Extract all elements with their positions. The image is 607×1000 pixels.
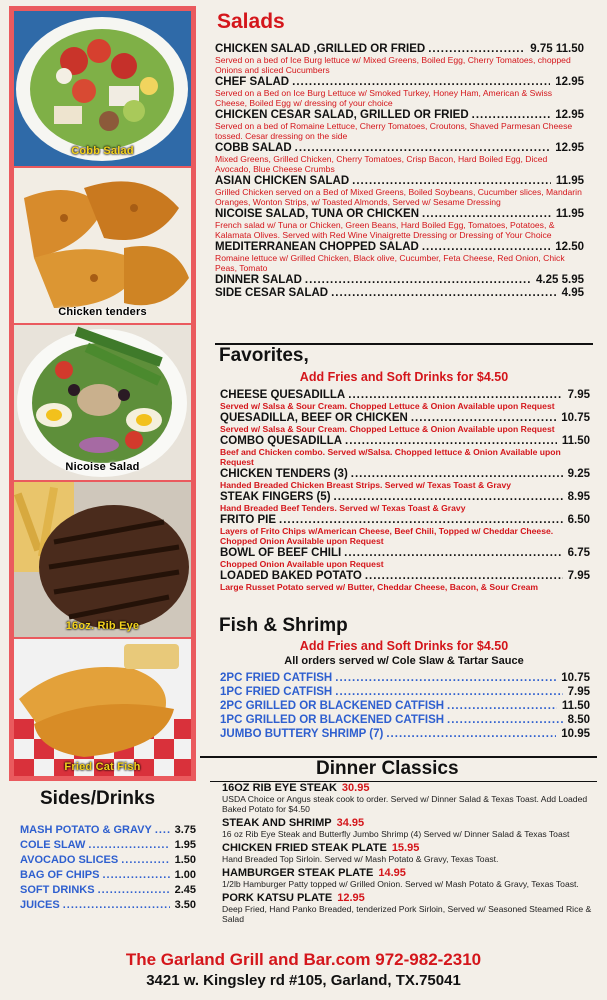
menu-item-name: BOWL OF BEEF CHILI: [220, 547, 342, 559]
menu-item: [20, 869, 196, 881]
menu-item-name: CHICKEN SALAD ,GRILLED OR FRIED: [215, 43, 426, 55]
menu-item-price: 4.25 5.95: [536, 274, 584, 286]
dot-leader: [422, 241, 550, 253]
dinner-item: [222, 817, 592, 839]
dinner-item-description: 16 oz Rib Eye Steak and Butterfly Jumbo Shrimp (4) Served w/ Dinner Salad & Texas Toast: [222, 829, 570, 839]
dot-leader: [352, 175, 551, 187]
menu-item-name: COMBO QUESADILLA: [220, 435, 343, 447]
menu-item-price: 7.95: [567, 686, 590, 698]
dinner-item-name: CHICKEN FRIED STEAK PLATE: [222, 842, 387, 854]
menu-item-name: SIDE CESAR SALAD: [215, 287, 329, 299]
dot-leader: [292, 76, 550, 88]
photo-caption: 16oz. Rib Eye: [65, 620, 140, 632]
menu-item-price: 11.50: [561, 435, 590, 447]
menu-item-name: JUMBO BUTTERY SHRIMP (7): [220, 728, 384, 740]
menu-item-line: [20, 839, 196, 851]
menu-item-name: NICOISE SALAD, TUNA OR CHICKEN: [215, 208, 420, 220]
dot-leader: [102, 869, 169, 881]
menu-item-description: Grilled Chicken served on a Bed of Mixed Greens, Boiled Soybeans, Cucumber slices, Mandarin Oranges, Wonton Strips, w/ Toasted Almonds, Served w/ Sesame Dressing: [215, 187, 582, 207]
menu-item-name: QUESADILLA, BEEF OR CHICKEN: [220, 412, 408, 424]
menu-item: [220, 714, 590, 726]
dinner-item-name: HAMBURGER STEAK PLATE: [222, 867, 374, 879]
menu-item-price: 1.00: [174, 869, 196, 881]
menu-item-price: 10.95: [561, 728, 590, 740]
menu-item-description: Served w/ Salsa & Sour Cream. Chopped Lettuce & Onion Available upon Request: [220, 401, 555, 411]
menu-item: [220, 468, 590, 490]
menu-item-line: [215, 109, 584, 121]
dot-leader: [411, 412, 556, 424]
menu-item: [220, 700, 590, 712]
menu-item: [220, 570, 590, 592]
dinner-item-name: STEAK AND SHRIMP: [222, 817, 332, 829]
dinner-item-price: 34.95: [336, 817, 365, 829]
chicken-tenders-photo: [14, 168, 191, 323]
menu-item-price: 1.95: [174, 839, 196, 851]
dot-leader: [422, 208, 551, 220]
menu-item-description: Romaine lettuce w/ Grilled Chicken, Black olive, Cucumber, Feta Cheese, Red Onion, Chick Peas, Tomato: [215, 253, 565, 273]
menu-item-line: [220, 514, 590, 526]
dinner-item-price: 30.95: [341, 782, 370, 794]
menu-item: [220, 514, 590, 546]
photo-caption: Fried Cat Fish: [64, 761, 141, 773]
menu-item-line: [215, 274, 584, 286]
menu-item-line: [220, 468, 590, 480]
menu-item-name: 2PC GRILLED OR BLACKENED CATFISH: [220, 700, 445, 712]
menu-item-line: [215, 142, 584, 154]
menu-item: [20, 824, 196, 836]
menu-item-name: CHEF SALAD: [215, 76, 290, 88]
menu-item-price: 6.75: [567, 547, 590, 559]
dot-leader: [305, 274, 531, 286]
menu-item-name: FRITO PIE: [220, 514, 277, 526]
menu-item: [220, 491, 590, 513]
menu-item-description: Large Russet Potato served w/ Butter, Cheddar Cheese, Bacon, & Sour Cream: [220, 582, 539, 592]
favorites-list: [220, 389, 590, 593]
dinner-item-description: Deep Fried, Hand Panko Breaded, tenderized Pork Sirloin, Served w/ Seasoned Steamed Rice & Salad: [222, 904, 592, 924]
dot-leader: [386, 728, 556, 740]
menu-item-price: 3.75: [174, 824, 196, 836]
menu-item: [220, 435, 590, 467]
menu-item-line: [20, 854, 196, 866]
photo-caption: Nicoise Salad: [65, 461, 140, 473]
menu-item-price: 7.95: [567, 570, 590, 582]
dot-leader: [428, 43, 525, 55]
menu-item-price: 3.50: [174, 899, 196, 911]
menu-item: [215, 274, 584, 286]
dinner-item: [222, 892, 592, 924]
menu-item: [215, 76, 584, 108]
menu-item-price: 7.95: [567, 389, 590, 401]
menu-item: [20, 854, 196, 866]
dinner-item-description: USDA Choice or Angus steak cook to order. Served w/ Dinner Salad & Texas Toast. Add Loaded Baked Potato for $4.50: [222, 794, 588, 814]
menu-item-price: 4.95: [561, 287, 584, 299]
dinner-item: [222, 867, 592, 889]
menu-item: [220, 412, 590, 434]
menu-item-name: MASH POTATO & GRAVY: [20, 824, 152, 836]
menu-item-price: 12.95: [555, 142, 584, 154]
dot-leader: [365, 570, 563, 582]
menu-item-line: [220, 570, 590, 582]
menu-item: [220, 728, 590, 740]
dot-leader: [447, 714, 563, 726]
dinner-item-description: Hand Breaded Top Sirloin. Served w/ Mash Potato & Gravy, Texas Toast.: [222, 854, 499, 864]
menu-item-price: 10.75: [561, 672, 590, 684]
dinner-item-name: PORK KATSU PLATE: [222, 892, 333, 904]
menu-item-name: DINNER SALAD: [215, 274, 302, 286]
menu-item-line: [220, 714, 590, 726]
menu-item-price: 11.50: [561, 700, 590, 712]
salads-title: Salads: [217, 10, 285, 33]
menu-item-line: [215, 43, 584, 55]
dinner-item-title: [222, 817, 592, 829]
menu-item-price: 11.95: [555, 175, 584, 187]
fish-list: [220, 672, 590, 742]
dinner-item: [222, 782, 592, 814]
menu-item: [215, 287, 584, 299]
menu-item-name: CHEESE QUESADILLA: [220, 389, 346, 401]
menu-item-price: 10.75: [561, 412, 590, 424]
favorites-title: Favorites,: [219, 345, 309, 366]
menu-item: [20, 884, 196, 896]
dot-leader: [344, 547, 562, 559]
menu-item: [220, 672, 590, 684]
menu-item-line: [220, 700, 590, 712]
dinner-item-price: 14.95: [378, 867, 406, 879]
menu-item-name: LOADED BAKED POTATO: [220, 570, 362, 582]
dinner-item-title: [222, 842, 592, 854]
fish-note: Add Fries and Soft Drinks for $4.50: [299, 639, 509, 653]
menu-item-name: CHICKEN CESAR SALAD, GRILLED OR FRIED: [215, 109, 469, 121]
menu-item-line: [220, 412, 590, 424]
photo-column: [9, 6, 196, 781]
cobb-salad-photo: [14, 11, 191, 166]
dot-leader: [345, 435, 557, 447]
menu-item-price: 12.95: [555, 76, 584, 88]
menu-item-name: SOFT DRINKS: [20, 884, 95, 896]
dinner-item-price: 12.95: [337, 892, 365, 904]
dinner-item-price: 15.95: [391, 842, 420, 854]
menu-item-price: 11.95: [555, 208, 584, 220]
menu-item-description: Handed Breaded Chicken Breast Strips. Served w/ Texas Toast & Gravy: [220, 480, 512, 490]
menu-item: [20, 839, 196, 851]
dot-leader: [331, 287, 557, 299]
menu-item-line: [220, 435, 590, 447]
menu-item: [215, 241, 584, 273]
menu-item-price: 9.75 11.50: [530, 43, 584, 55]
menu-item-line: [215, 76, 584, 88]
dot-leader: [155, 824, 170, 836]
dot-leader: [121, 854, 169, 866]
sides-title: Sides/Drinks: [40, 788, 156, 809]
menu-item-description: Hand Breaded Beef Tenders. Served w/ Texas Toast & Gravy: [220, 503, 466, 513]
dot-leader: [295, 142, 551, 154]
menu-item-name: MEDITERRANEAN CHOPPED SALAD: [215, 241, 419, 253]
menu-item-price: 6.50: [567, 514, 590, 526]
photo-caption: Chicken tenders: [58, 306, 147, 318]
menu-item-name: STEAK FINGERS (5): [220, 491, 331, 503]
dot-leader: [351, 468, 563, 480]
dot-leader: [98, 884, 170, 896]
menu-item-price: 2.45: [174, 884, 196, 896]
menu-item-line: [215, 241, 584, 253]
menu-item-name: ASIAN CHICKEN SALAD: [215, 175, 350, 187]
dot-leader: [472, 109, 551, 121]
menu-item: [215, 109, 584, 141]
dinner-list: [222, 782, 592, 927]
menu-item-name: 2PC FRIED CATFISH: [220, 672, 333, 684]
dot-leader: [279, 514, 563, 526]
menu-item-line: [220, 672, 590, 684]
menu-item-line: [220, 389, 590, 401]
dinner-item-title: [222, 782, 592, 794]
menu-item-description: Served on a Bed on Ice Burg Lettuce w/ Smoked Turkey, Honey Ham, American & Swiss Cheese, Boiled Egg w/ dressing of your choice: [215, 88, 553, 108]
menu-item: [215, 43, 584, 75]
menu-item-line: [220, 547, 590, 559]
menu-item: [220, 686, 590, 698]
menu-item-price: 9.25: [567, 468, 590, 480]
dinner-item-name: 16OZ RIB EYE STEAK: [222, 782, 337, 794]
menu-item-line: [20, 899, 196, 911]
menu-item-line: [220, 686, 590, 698]
dot-leader: [63, 899, 170, 911]
menu-item-line: [20, 824, 196, 836]
menu-item-description: Served on a bed of Romaine Lettuce, Cherry Tomatoes, Croutons, Shaved Parmesan Cheese tossed. Cesar dressing on the side: [215, 121, 573, 141]
favorites-note: Add Fries and Soft Drinks for $4.50: [299, 370, 509, 384]
menu-item-line: [215, 287, 584, 299]
menu-item-description: Served w/ Salsa & Sour Cream. Chopped Lettuce & Onion Available upon Request: [220, 424, 555, 434]
menu-item: [220, 389, 590, 411]
dot-leader: [348, 389, 562, 401]
menu-item-line: [215, 208, 584, 220]
dinner-title: Dinner Classics: [316, 758, 459, 779]
menu-item-description: Mixed Greens, Grilled Chicken, Cherry Tomatoes, Crisp Bacon, Hard Boiled Egg, Diced Avocado, Blue Cheese Crumbs: [215, 154, 548, 174]
menu-item: [20, 899, 196, 911]
menu-item: [215, 142, 584, 174]
menu-item-price: 1.50: [174, 854, 196, 866]
fried-catfish-photo: [14, 639, 191, 776]
menu-item-description: Chopped Onion Available upon Request: [220, 559, 384, 569]
menu-item: [215, 208, 584, 240]
dinner-item-title: [222, 867, 592, 879]
menu-item-line: [220, 728, 590, 740]
menu-item-description: French salad w/ Tuna or Chicken, Green Beans, Hard Boiled Egg, Tomatoes, Potatoes, & Kalamata Olives. Served with Red Wine Vinaigrette Dressing or Dressing of Your Choice: [215, 220, 555, 240]
sides-list: [20, 824, 196, 914]
menu-item-line: [215, 175, 584, 187]
menu-item-name: 1PC GRILLED OR BLACKENED CATFISH: [220, 714, 445, 726]
photo-caption: Cobb Salad: [71, 145, 134, 157]
nicoise-salad-photo: [14, 325, 191, 480]
menu-item-line: [20, 884, 196, 896]
menu-item-price: 8.50: [567, 714, 590, 726]
menu-item-name: BAG OF CHIPS: [20, 869, 100, 881]
rib-eye-photo: [14, 482, 191, 637]
menu-item-description: Served on a bed of Ice Burg lettuce w/ Mixed Greens, Boiled Egg, Cherry Tomatoes, chopped Onions and sliced Cucumbers: [215, 55, 571, 75]
footer-address: 3421 w. Kingsley rd #105, Garland, TX.75041: [146, 972, 461, 989]
menu-item-line: [220, 491, 590, 503]
menu-item-price: 8.95: [567, 491, 590, 503]
dinner-item-description: 1/2lb Hamburger Patty topped w/ Grilled Onion. Served w/ Mash Potato & Gravy, Texas Toast.: [222, 879, 579, 889]
dot-leader: [334, 491, 563, 503]
salads-list: [215, 43, 584, 300]
menu-item-price: 12.95: [555, 109, 584, 121]
dot-leader: [88, 839, 169, 851]
menu-item-name: JUICES: [20, 899, 60, 911]
fish-title: Fish & Shrimp: [219, 615, 348, 636]
dinner-item-title: [222, 892, 592, 904]
menu-item-name: COBB SALAD: [215, 142, 292, 154]
menu-item-name: 1PC FRIED CATFISH: [220, 686, 333, 698]
menu-item-line: [20, 869, 196, 881]
menu-item-name: CHICKEN TENDERS (3): [220, 468, 348, 480]
dot-leader: [335, 672, 556, 684]
menu-item: [215, 175, 584, 207]
menu-item-price: 12.50: [555, 241, 584, 253]
menu-item-name: AVOCADO SLICES: [20, 854, 119, 866]
menu-item-description: Beef and Chicken combo. Served w/Salsa. Chopped lettuce & Onion Available upon Request: [220, 447, 561, 467]
menu-item-name: COLE SLAW: [20, 839, 86, 851]
menu-item-description: Layers of Frito Chips w/American Cheese, Beef Chili, Topped w/ Cheddar Cheese. Chopped Onion Available upon Request: [220, 526, 554, 546]
footer-website-phone: The Garland Grill and Bar.com 972-982-2310: [125, 950, 482, 969]
fish-note-2: All orders served w/ Cole Slaw & Tartar Sauce: [284, 655, 524, 667]
dot-leader: [335, 686, 562, 698]
menu-item: [220, 547, 590, 569]
dot-leader: [447, 700, 557, 712]
dinner-item: [222, 842, 592, 864]
